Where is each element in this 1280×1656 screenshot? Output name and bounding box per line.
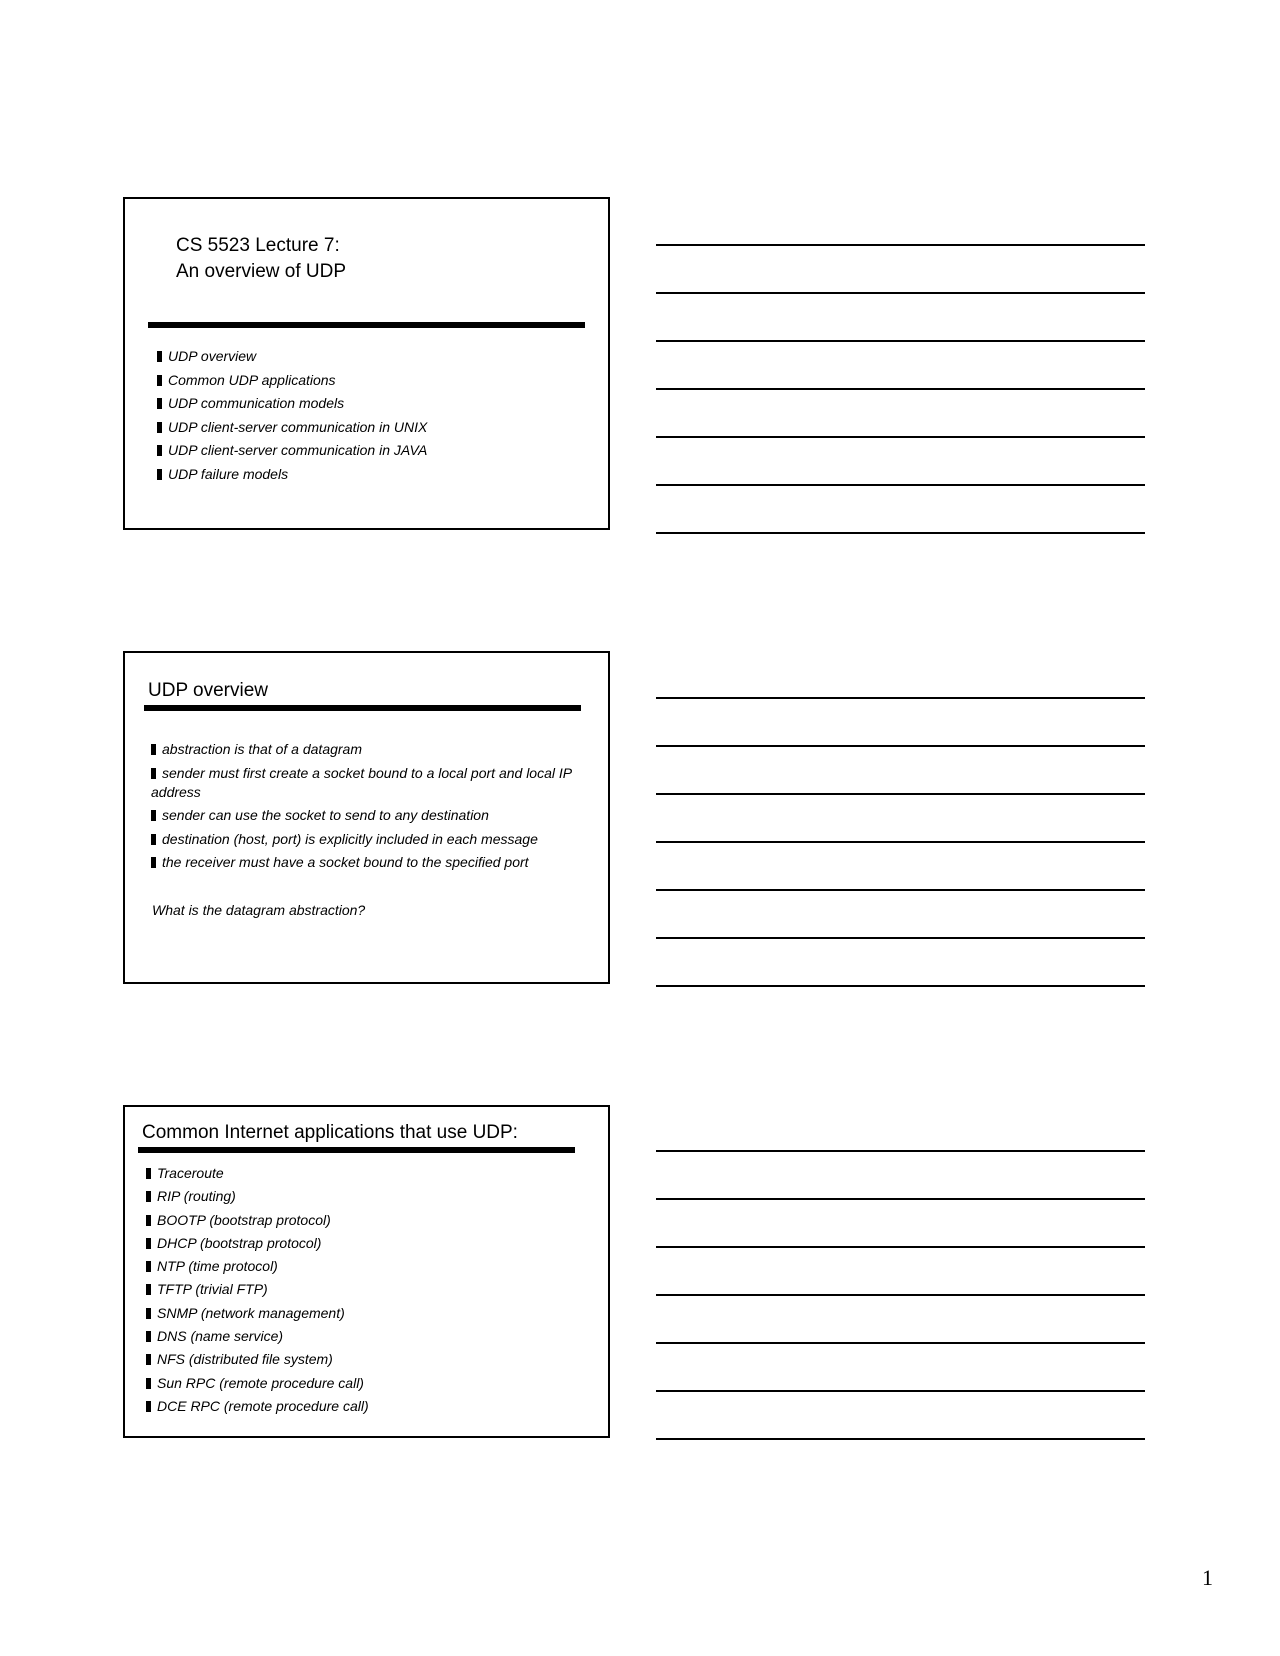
- note-line: [656, 340, 1145, 342]
- bullet-icon: [146, 1238, 151, 1249]
- list-item: NTP (time protocol): [146, 1257, 369, 1276]
- list-item: abstraction is that of a datagram: [151, 740, 601, 759]
- note-line: [656, 388, 1145, 390]
- bullet-icon: [146, 1261, 151, 1272]
- list-item: sender can use the socket to send to any destination: [151, 806, 601, 825]
- slide-2: [123, 651, 610, 984]
- note-line: [656, 937, 1145, 939]
- list-item: TFTP (trivial FTP): [146, 1280, 369, 1299]
- bullet-icon: [157, 469, 162, 480]
- note-line: [656, 1294, 1145, 1296]
- list-item: destination (host, port) is explicitly included in each message: [151, 830, 601, 849]
- list-item: Traceroute: [146, 1164, 369, 1183]
- list-item: RIP (routing): [146, 1187, 369, 1206]
- note-line: [656, 244, 1145, 246]
- bullet-list: [151, 740, 601, 877]
- note-line: [656, 532, 1145, 534]
- list-item: UDP overview: [157, 347, 427, 366]
- bullet-icon: [157, 445, 162, 456]
- slide-title: Common Internet applications that use UDP:: [142, 1122, 518, 1143]
- slide-title: [176, 233, 346, 285]
- slide-title-line: An overview of UDP: [176, 261, 347, 282]
- note-line: [656, 1150, 1145, 1152]
- note-line: [656, 889, 1145, 891]
- bullet-icon: [157, 375, 162, 386]
- bullet-icon: [146, 1401, 151, 1412]
- title-rule: [148, 322, 585, 328]
- bullet-icon: [146, 1191, 151, 1202]
- bullet-icon: [157, 422, 162, 433]
- bullet-icon: [146, 1284, 151, 1295]
- list-item: Common UDP applications: [157, 371, 427, 390]
- note-line: [656, 1246, 1145, 1248]
- bullet-icon: [151, 744, 156, 755]
- bullet-icon: [146, 1354, 151, 1365]
- list-item: BOOTP (bootstrap protocol): [146, 1211, 369, 1230]
- bullet-icon: [146, 1331, 151, 1342]
- list-item: UDP failure models: [157, 465, 427, 484]
- bullet-icon: [146, 1308, 151, 1319]
- note-line: [656, 697, 1145, 699]
- slide-question: What is the datagram abstraction?: [152, 902, 366, 918]
- list-item: UDP communication models: [157, 394, 427, 413]
- list-item: DCE RPC (remote procedure call): [146, 1397, 369, 1416]
- bullet-icon: [146, 1378, 151, 1389]
- note-line: [656, 436, 1145, 438]
- bullet-icon: [151, 857, 156, 868]
- note-line: [656, 1198, 1145, 1200]
- bullet-icon: [151, 768, 156, 779]
- bullet-icon: [146, 1215, 151, 1226]
- bullet-icon: [157, 351, 162, 362]
- page-number: 1: [1202, 1565, 1213, 1590]
- list-item: UDP client-server communication in JAVA: [157, 441, 427, 460]
- bullet-icon: [151, 810, 156, 821]
- title-rule: [138, 1147, 575, 1153]
- bullet-list: [157, 347, 427, 488]
- note-line: [656, 1342, 1145, 1344]
- note-line: [656, 985, 1145, 987]
- bullet-list: [146, 1164, 369, 1420]
- slide-1: [123, 197, 610, 530]
- list-item: the receiver must have a socket bound to the specified port: [151, 853, 601, 872]
- list-item: SNMP (network management): [146, 1304, 369, 1323]
- title-rule: [144, 705, 581, 711]
- note-line: [656, 793, 1145, 795]
- list-item: Sun RPC (remote procedure call): [146, 1374, 369, 1393]
- note-line: [656, 841, 1145, 843]
- slide-title-line: CS 5523 Lecture 7:: [176, 235, 340, 256]
- note-line: [656, 1438, 1145, 1440]
- bullet-icon: [146, 1168, 151, 1179]
- bullet-icon: [151, 834, 156, 845]
- note-line: [656, 292, 1145, 294]
- slide-3: [123, 1105, 610, 1438]
- note-line: [656, 745, 1145, 747]
- list-item: UDP client-server communication in UNIX: [157, 418, 427, 437]
- slide-title: UDP overview: [148, 680, 269, 701]
- list-item: DNS (name service): [146, 1327, 369, 1346]
- bullet-icon: [157, 398, 162, 409]
- list-item: sender must first create a socket bound to a local port and local IP address: [151, 764, 572, 800]
- note-line: [656, 1390, 1145, 1392]
- list-item: NFS (distributed file system): [146, 1350, 369, 1369]
- list-item: DHCP (bootstrap protocol): [146, 1234, 369, 1253]
- note-line: [656, 484, 1145, 486]
